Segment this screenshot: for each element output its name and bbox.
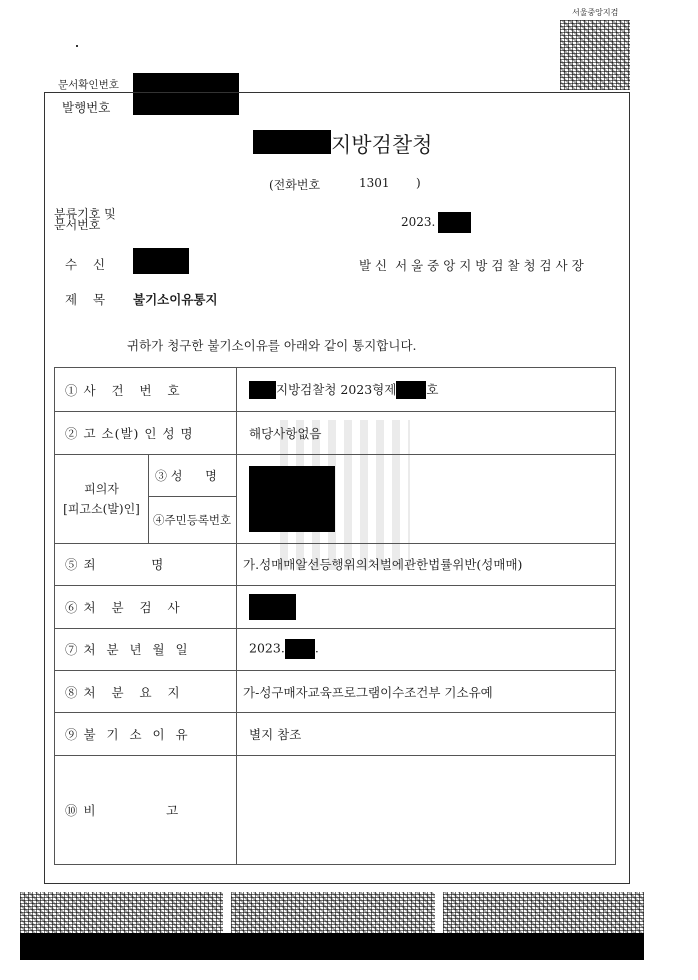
- classification-label-1: 분류기호 및: [54, 207, 116, 221]
- suspect-name-label: ③ 성 명: [149, 454, 237, 496]
- document-barcode-top: [560, 20, 630, 90]
- disp-date-suffix: .: [314, 640, 319, 656]
- complainant-label: ② 고 소(발) 인 성 명: [55, 412, 237, 454]
- table-row: [55, 755, 616, 864]
- remarks-label: ⑩ 비 고: [55, 755, 237, 864]
- phone-open: (전화번호: [269, 178, 321, 192]
- subject-label: 제 목: [65, 292, 106, 307]
- doc-confirm-label: 문서확인번호: [58, 79, 119, 91]
- prosecutor-label: ⑥ 처 분 검 사: [55, 586, 237, 628]
- redaction-case-office: [249, 381, 276, 399]
- suspect-group-label-1: 피의자: [84, 481, 119, 496]
- disp-date-value: 2023.: [249, 640, 285, 656]
- reason-value: 별지 참조: [237, 713, 616, 755]
- subject-value: 불기소이유통지: [133, 292, 218, 307]
- suspect-group-label: [55, 454, 149, 543]
- suspect-group-label-2: [피고소(발)인]: [63, 501, 140, 516]
- case-no-label: ① 사 건 번 호: [55, 368, 237, 412]
- table-row: [55, 586, 616, 628]
- prosecutor-cell: [237, 586, 616, 628]
- suspect-rrn-label: ④주민등록번호: [149, 497, 237, 543]
- classification-label-2: 문서번호: [54, 218, 101, 232]
- sender-text: 발 신 서 울 중 앙 지 방 검 찰 청 검 사 장: [359, 258, 584, 273]
- charge-label: ⑤ 죄 명: [55, 543, 237, 585]
- case-no-cell: [237, 368, 616, 412]
- redaction-footer: [20, 933, 644, 960]
- notice-table: [54, 367, 616, 865]
- disp-date-cell: [237, 628, 616, 670]
- table-row: [55, 412, 616, 454]
- intro-text: 귀하가 청구한 불기소이유를 아래와 같이 통지합니다.: [127, 338, 417, 353]
- table-row: [55, 543, 616, 585]
- remarks-value: [237, 755, 616, 864]
- disp-summary-value: 가-성구매자교육프로그램이수조건부 기소유예: [237, 671, 616, 713]
- redaction-disp-date: [285, 639, 315, 659]
- redaction-case-number: [396, 381, 426, 399]
- redaction-prosecutor: [249, 594, 296, 620]
- table-row: [55, 368, 616, 412]
- stamp-office-label: 서울중앙지검: [572, 8, 619, 17]
- table-row: [55, 713, 616, 755]
- table-row: [55, 671, 616, 713]
- reason-label: ⑨ 불 기 소 이 유: [55, 713, 237, 755]
- document-barcode-bottom-3: [443, 892, 644, 934]
- redaction-recipient: [133, 248, 189, 274]
- table-row: [55, 628, 616, 670]
- document-barcode-bottom-2: [231, 892, 435, 934]
- case-no-prefix: 지방검찰청 2023형제: [276, 381, 397, 397]
- charge-value: 가.성매매알선등행위의처벌에관한법률위반(성매매): [237, 543, 616, 585]
- disp-summary-label: ⑧ 처 분 요 지: [55, 671, 237, 713]
- complainant-value: 해당사항없음: [237, 412, 616, 454]
- redaction-doc-date: [438, 212, 471, 233]
- office-title: 지방검찰청: [331, 133, 433, 157]
- table-row: [55, 454, 616, 496]
- recipient-label: 수 신: [65, 257, 106, 272]
- phone-close: ): [416, 176, 421, 190]
- document-barcode-bottom-1: [20, 892, 223, 934]
- redaction-office-name: [253, 130, 331, 154]
- classification-date: 2023.: [401, 215, 436, 229]
- scan-speck: [76, 45, 78, 47]
- issue-no-label: 발행번호: [62, 100, 111, 115]
- case-no-suffix: 호: [426, 381, 439, 397]
- phone-number: 1301: [359, 176, 390, 190]
- disp-date-label: ⑦ 처 분 년 월 일: [55, 628, 237, 670]
- redaction-suspect-info: [249, 466, 335, 532]
- suspect-info-cell: [237, 454, 616, 543]
